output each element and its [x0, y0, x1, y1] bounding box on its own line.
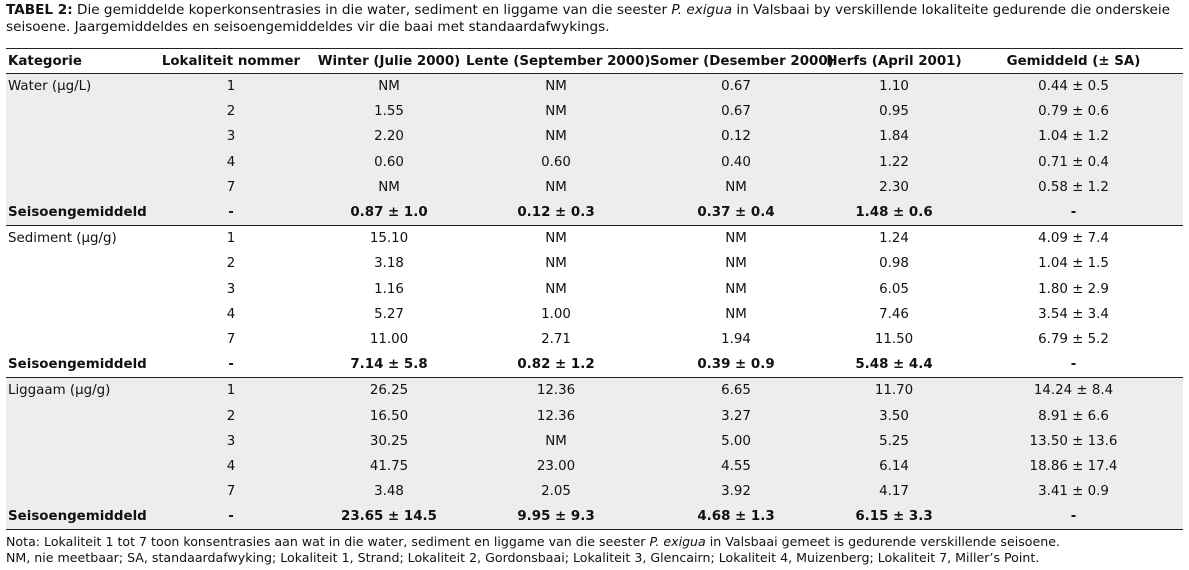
table-cell: 11.70 [874, 383, 914, 399]
notes-line-1 [6, 534, 1186, 550]
caption-text-a: Die gemiddelde koperkonsentrasies in die water, sediment en liggame van die seester [72, 2, 672, 18]
table-cell: NM [545, 179, 567, 195]
table-cell: NM [545, 129, 567, 145]
mean-cell: 6.15 ± 3.3 [855, 509, 933, 525]
table-cell: 13.50 ± 13.6 [1029, 433, 1118, 449]
table-cell: 6.65 [721, 383, 751, 399]
seasonal-mean-row [6, 504, 1183, 530]
table-cell: NM [545, 433, 567, 449]
category-cell [6, 150, 148, 175]
mean-cell: 9.95 ± 9.3 [517, 509, 595, 525]
table-cell: 3.50 [879, 408, 909, 424]
notes-text-b: in Valsbaai gemeet is gedurende verskillende seisoene. [705, 534, 1060, 549]
table-cell: NM [545, 104, 567, 120]
table-cell: 1.94 [721, 331, 751, 347]
table-cell: 30.25 [369, 433, 409, 449]
category-cell [6, 277, 148, 302]
table-cell: NM [545, 79, 567, 95]
table-row [6, 74, 1183, 100]
table-cell: 0.12 [721, 129, 751, 145]
table-row [6, 277, 1183, 302]
table-cell: 0.44 ± 0.5 [1038, 79, 1109, 95]
table-cell: 1 [226, 231, 236, 247]
mean-cell: 23.65 ± 14.5 [341, 509, 437, 525]
category-cell: Liggaam (µg/g) [8, 383, 111, 399]
column-header: Lokaliteit nommer [161, 53, 301, 69]
table-cell: 1.04 ± 1.5 [1038, 256, 1109, 272]
table-cell: 3.48 [374, 484, 404, 500]
table-row [6, 454, 1183, 479]
table-notes [6, 534, 1186, 566]
category-cell [6, 99, 148, 124]
mean-cell: - [1070, 357, 1077, 373]
table-header-row [6, 49, 1183, 74]
table-cell: 41.75 [369, 458, 409, 474]
table-cell: NM [545, 281, 567, 297]
table-cell: 12.36 [536, 383, 576, 399]
table-cell: 1.22 [879, 154, 909, 170]
table-cell: 5.25 [879, 433, 909, 449]
category-cell [6, 175, 148, 200]
table-cell: 1.16 [374, 281, 404, 297]
table-cell: 2 [226, 408, 236, 424]
table-cell: 7 [226, 179, 236, 195]
table-cell: 23.00 [536, 458, 576, 474]
table-cell: 2.30 [879, 179, 909, 195]
table-cell: 1 [226, 79, 236, 95]
table-cell: 8.91 ± 6.6 [1038, 408, 1109, 424]
seasonal-mean-row [6, 352, 1183, 378]
category-cell [6, 454, 148, 479]
table-cell: NM [725, 179, 747, 195]
table-cell: 2 [226, 104, 236, 120]
table-cell: 15.10 [369, 231, 409, 247]
table-cell: NM [378, 79, 400, 95]
table-row [6, 124, 1183, 149]
table-cell: NM [725, 256, 747, 272]
table-cell: NM [545, 256, 567, 272]
table-row [6, 327, 1183, 352]
column-header: Somer (Desember 2000) [650, 53, 834, 69]
table-row [6, 175, 1183, 200]
table-cell: 4.55 [721, 458, 751, 474]
mean-cell: 0.37 ± 0.4 [697, 205, 775, 221]
table-cell: 1.55 [374, 104, 404, 120]
table-cell: 6.05 [879, 281, 909, 297]
caption-species: P. exigua [671, 2, 733, 18]
table-cell: 1.84 [879, 129, 909, 145]
table-cell: 12.36 [536, 408, 576, 424]
table-cell: NM [545, 231, 567, 247]
mean-cell: 0.39 ± 0.9 [697, 357, 775, 373]
table-cell: 3 [226, 281, 236, 297]
table-cell: 6.14 [879, 458, 909, 474]
table-cell: 7 [226, 484, 236, 500]
mean-cell: 7.14 ± 5.8 [350, 357, 428, 373]
table-cell: 4 [226, 458, 236, 474]
table-cell: 1.00 [541, 306, 571, 322]
table-cell: 3.92 [721, 484, 751, 500]
notes-text-a: Nota: Lokaliteit 1 tot 7 toon konsentrasies aan wat in die water, sediment en liggame van die seester [6, 534, 650, 549]
category-cell [6, 124, 148, 149]
table-row [6, 99, 1183, 124]
table-cell: 5.27 [374, 306, 404, 322]
table-cell: 3.18 [374, 256, 404, 272]
mean-cell: - [1070, 509, 1077, 525]
table-cell: 1 [226, 383, 236, 399]
table-cell: 3.54 ± 3.4 [1038, 306, 1109, 322]
table-cell: 1.24 [879, 231, 909, 247]
table-cell: 0.40 [721, 154, 751, 170]
mean-cell: 4.68 ± 1.3 [697, 509, 775, 525]
mean-cell: - [228, 357, 234, 373]
column-header: Winter (Julie 2000) [317, 53, 461, 69]
table-cell: 3 [226, 433, 236, 449]
table-cell: 7.46 [879, 306, 909, 322]
table-cell: 4 [226, 306, 236, 322]
table-cell: 0.71 ± 0.4 [1038, 154, 1109, 170]
table-cell: NM [725, 306, 747, 322]
notes-line-2: NM, nie meetbaar; SA, standaardafwyking; Lokaliteit 1, Strand; Lokaliteit 2, Gordonsbaai; Lokaliteit 3, Glencairn; Lokaliteit 4, Muizenberg; Lokaliteit 7, Miller’s Point. [6, 550, 1040, 565]
column-header: Herfs (April 2001) [826, 53, 962, 69]
copper-concentration-table [6, 48, 1183, 530]
table-row [6, 251, 1183, 276]
mean-cell: - [228, 509, 234, 525]
table-cell: 2.71 [541, 331, 571, 347]
table-cell: 26.25 [369, 383, 409, 399]
table-cell: 7 [226, 331, 236, 347]
table-cell: 3.27 [721, 408, 751, 424]
sediment-group [6, 226, 1183, 378]
table-cell: 2.20 [374, 129, 404, 145]
table-cell: 0.98 [879, 256, 909, 272]
category-cell: Sediment (µg/g) [8, 231, 117, 247]
column-header: Gemiddeld (± SA) [1006, 53, 1141, 69]
category-cell [6, 479, 148, 504]
water-group [6, 74, 1183, 226]
category-cell [6, 302, 148, 327]
mean-cell: 0.87 ± 1.0 [350, 205, 428, 221]
mean-cell: 0.82 ± 1.2 [517, 357, 595, 373]
mean-cell: - [228, 205, 234, 221]
mean-cell: 5.48 ± 4.4 [855, 357, 933, 373]
table-cell: 0.60 [374, 154, 404, 170]
table-cell: 1.80 ± 2.9 [1038, 281, 1109, 297]
table-cell: NM [725, 231, 747, 247]
table-cell: 4.09 ± 7.4 [1038, 231, 1109, 247]
table-cell: 16.50 [369, 408, 409, 424]
table-row [6, 378, 1183, 404]
table-cell: 4 [226, 154, 236, 170]
table-row [6, 429, 1183, 454]
mean-cell: - [1070, 205, 1077, 221]
table-cell: 1.10 [879, 79, 909, 95]
caption-label: TABEL 2: [6, 2, 73, 18]
table-cell: 0.60 [541, 154, 571, 170]
mean-cell: Seisoengemiddeld [8, 509, 147, 525]
table-cell: 11.50 [874, 331, 914, 347]
notes-species: P. exigua [649, 534, 706, 549]
table-cell: 2.05 [541, 484, 571, 500]
mean-cell: Seisoengemiddeld [8, 205, 147, 221]
table-cell: 0.67 [721, 79, 751, 95]
table-row [6, 226, 1183, 252]
mean-cell: 0.12 ± 0.3 [517, 205, 595, 221]
table-caption [6, 2, 1186, 36]
mean-cell: Seisoengemiddeld [8, 357, 147, 373]
table-row [6, 479, 1183, 504]
table-cell: 5.00 [721, 433, 751, 449]
table-cell: 14.24 ± 8.4 [1033, 383, 1114, 399]
table-cell: 6.79 ± 5.2 [1038, 331, 1109, 347]
table-cell: 3.41 ± 0.9 [1038, 484, 1109, 500]
body-group [6, 378, 1183, 530]
category-cell: Water (µg/L) [8, 79, 92, 95]
table-row [6, 302, 1183, 327]
table-cell: 18.86 ± 17.4 [1029, 458, 1118, 474]
column-header: Lente (September 2000) [466, 53, 651, 69]
table-cell: 4.17 [879, 484, 909, 500]
category-cell [6, 403, 148, 428]
table-cell: 1.04 ± 1.2 [1038, 129, 1109, 145]
mean-cell: 1.48 ± 0.6 [855, 205, 933, 221]
table-cell: 3 [226, 129, 236, 145]
category-cell [6, 429, 148, 454]
table-cell: 0.79 ± 0.6 [1038, 104, 1109, 120]
seasonal-mean-row [6, 200, 1183, 226]
table-row [6, 403, 1183, 428]
table-cell: 11.00 [369, 331, 409, 347]
column-header: Kategorie [8, 53, 82, 69]
table-row [6, 150, 1183, 175]
caption-text-b: in Valsbaai by verskillende lokaliteite gedurende die onderskeie seisoene. Jaargemiddeldes en seisoengemiddeldes vir die baai met standaardafwykings. [6, 2, 1171, 35]
table-cell: 0.58 ± 1.2 [1038, 179, 1109, 195]
table-cell: NM [725, 281, 747, 297]
table-cell: 0.67 [721, 104, 751, 120]
category-cell [6, 327, 148, 352]
table-cell: 2 [226, 256, 236, 272]
table-cell: NM [378, 179, 400, 195]
table-cell: 0.95 [879, 104, 909, 120]
category-cell [6, 251, 148, 276]
